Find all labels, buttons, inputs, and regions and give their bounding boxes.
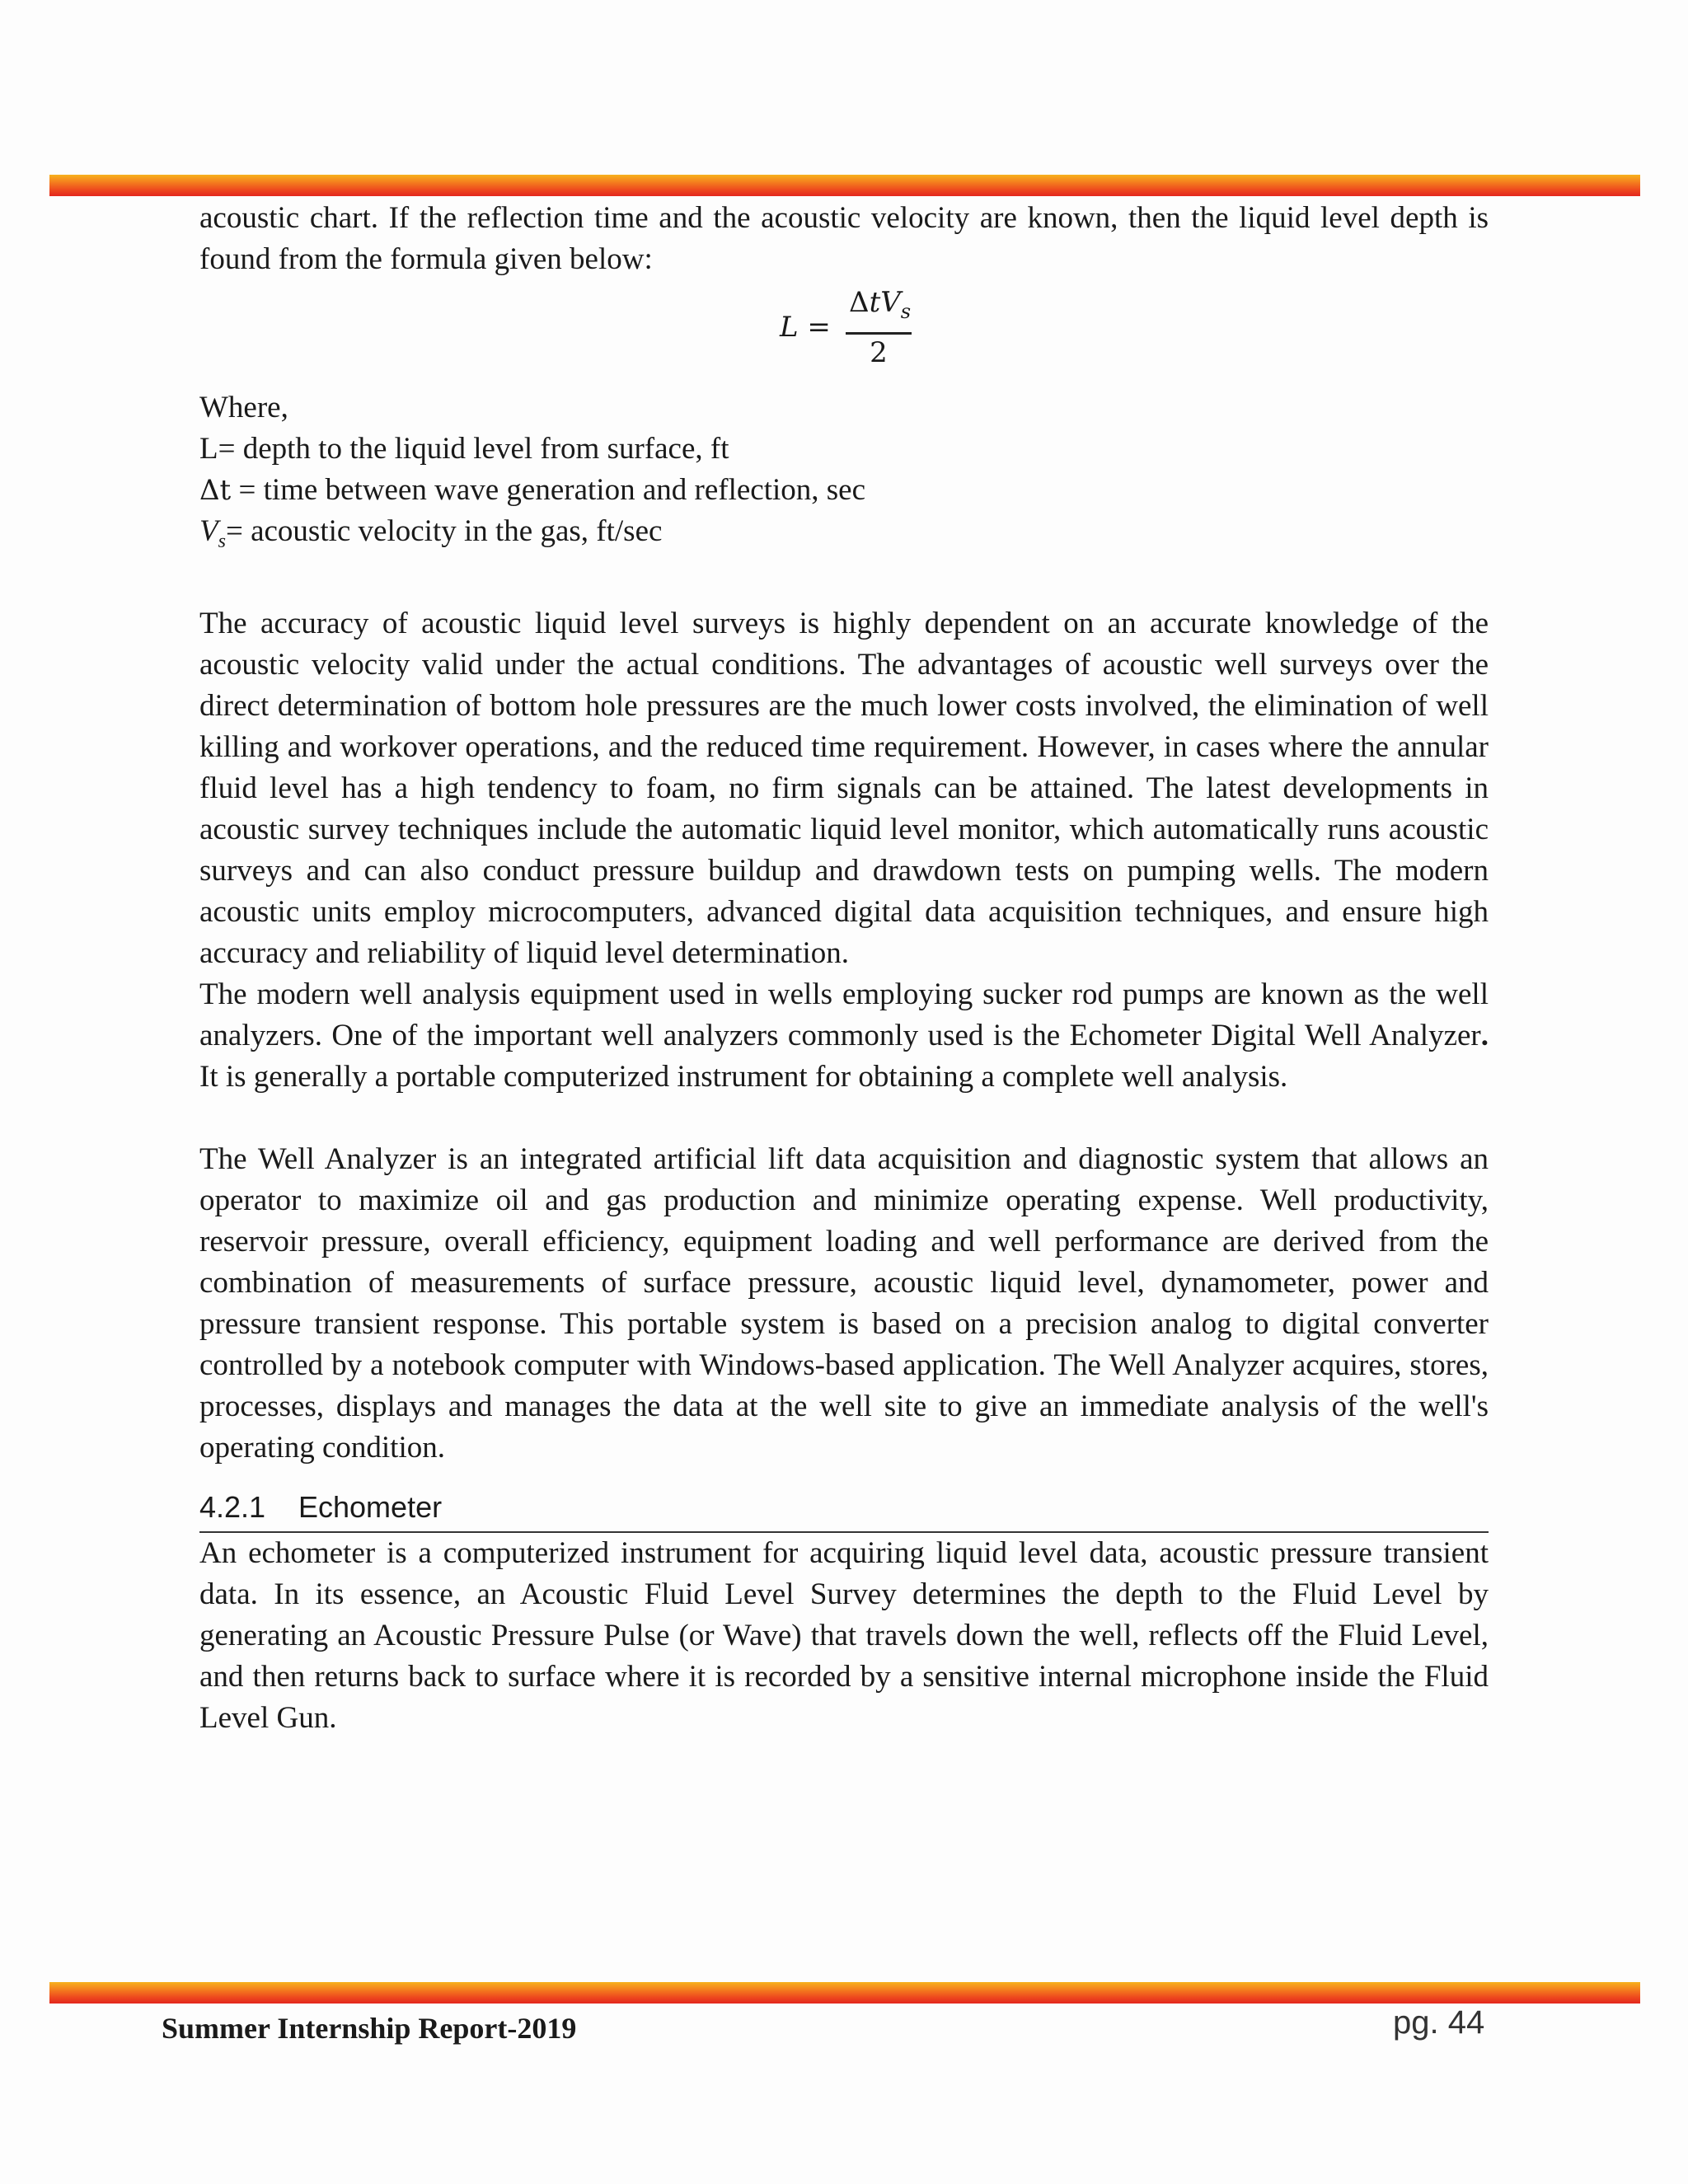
paragraph-well-analyzer-system: The Well Analyzer is an integrated artificial lift data acquisition and diagnostic system that allows an operator to maximize oil and gas production and minimize operating expense. Well productivity, reservoir pressure, overall efficiency, equipment loading and well performance are derived from the combination of measurements of surface pressure, acoustic liquid level, dynamometer, power and pressure transient response. This portable system is based on a precision analog to digital converter controlled by a notebook computer with Windows-based application. The Well Analyzer acquires, stores, processes, displays and manages the data at the well site to give an immediate analysis of the well's operating condition. — [199, 1142, 1489, 1465]
paragraph-well-analyzers — [199, 974, 1489, 1098]
footer-report-title: Summer Internship Report-2019 — [162, 2012, 577, 2045]
paragraph-echometer: An echometer is a computerized instrument for acquiring liquid level data, acoustic pressure transient data. In its essence, an Acoustic Fluid Level Survey determines the depth to the Fluid Level by generating an Acoustic Pressure Pulse (or Wave) that travels down the well, reflects off the Fluid Level, and then returns back to surface where it is recorded by a sensitive internal microphone inside the Fluid Level Gun. — [199, 1536, 1489, 1735]
footer-page-number: pg. 44 — [1393, 2004, 1485, 2041]
section-title: Echometer — [298, 1490, 443, 1524]
where-label: Where, — [199, 391, 288, 424]
para2-pre: The modern well analysis equipment used in wells employing sucker rod pumps are known as the well analyzers. One of the important well analyzers commonly used is the Echometer Digital Well Analyzer — [199, 977, 1489, 1052]
para2-post: It is generally a portable computerized instrument for obtaining a complete well analysis. — [199, 1060, 1288, 1094]
formula-subscript: s — [900, 300, 912, 323]
vs-text: = acoustic velocity in the gas, ft/sec — [225, 514, 663, 548]
para2-dot: . — [1480, 1019, 1489, 1052]
liquid-level-formula — [199, 282, 1489, 381]
page-content — [199, 198, 1489, 1739]
delta-t-text: = time between wave generation and reflection, sec — [231, 473, 865, 507]
footer-color-band — [49, 1982, 1640, 2004]
definition-delta-t — [199, 470, 1489, 511]
delta-t-symbol: Δt — [199, 474, 232, 507]
section-number: 4.2.1 — [199, 1490, 266, 1524]
vs-subscript: s — [218, 531, 226, 552]
header-color-band — [49, 175, 1640, 196]
section-heading — [199, 1485, 1489, 1533]
formula-numerator — [846, 282, 912, 335]
formula-t: t — [869, 286, 881, 319]
formula-fraction — [846, 282, 912, 371]
paragraph-acoustic-accuracy: The accuracy of acoustic liquid level surveys is highly dependent on an accurate knowledge of the acoustic velocity valid under the actual conditions. The advantages of acoustic well surveys over the direct determination of bottom hole pressures are the much lower costs involved, the elimination of well killing and workover operations, and the reduced time requirement. However, in cases where the annular fluid level has a high tendency to foam, no firm signals can be attained. The latest developments in acoustic survey techniques include the automatic liquid level monitor, which automatically runs acoustic surveys and can also conduct pressure buildup and drawdown tests on pumping wells. The modern acoustic units employ microcomputers, advanced digital data acquisition techniques, and ensure high accuracy and reliability of liquid level determination. — [199, 607, 1489, 970]
definition-vs — [199, 511, 1489, 562]
formula-lhs: L = — [780, 311, 831, 344]
vs-symbol: V — [199, 514, 218, 548]
formula-v: V — [880, 286, 901, 319]
intro-paragraph: acoustic chart. If the reflection time and the acoustic velocity are known, then the liquid level depth is found from the formula given below: — [199, 201, 1489, 276]
formula-delta: Δ — [849, 286, 870, 319]
formula-denominator: 2 — [870, 336, 888, 369]
variable-definitions — [199, 387, 1489, 562]
definition-L: L= depth to the liquid level from surface, ft — [199, 432, 729, 466]
